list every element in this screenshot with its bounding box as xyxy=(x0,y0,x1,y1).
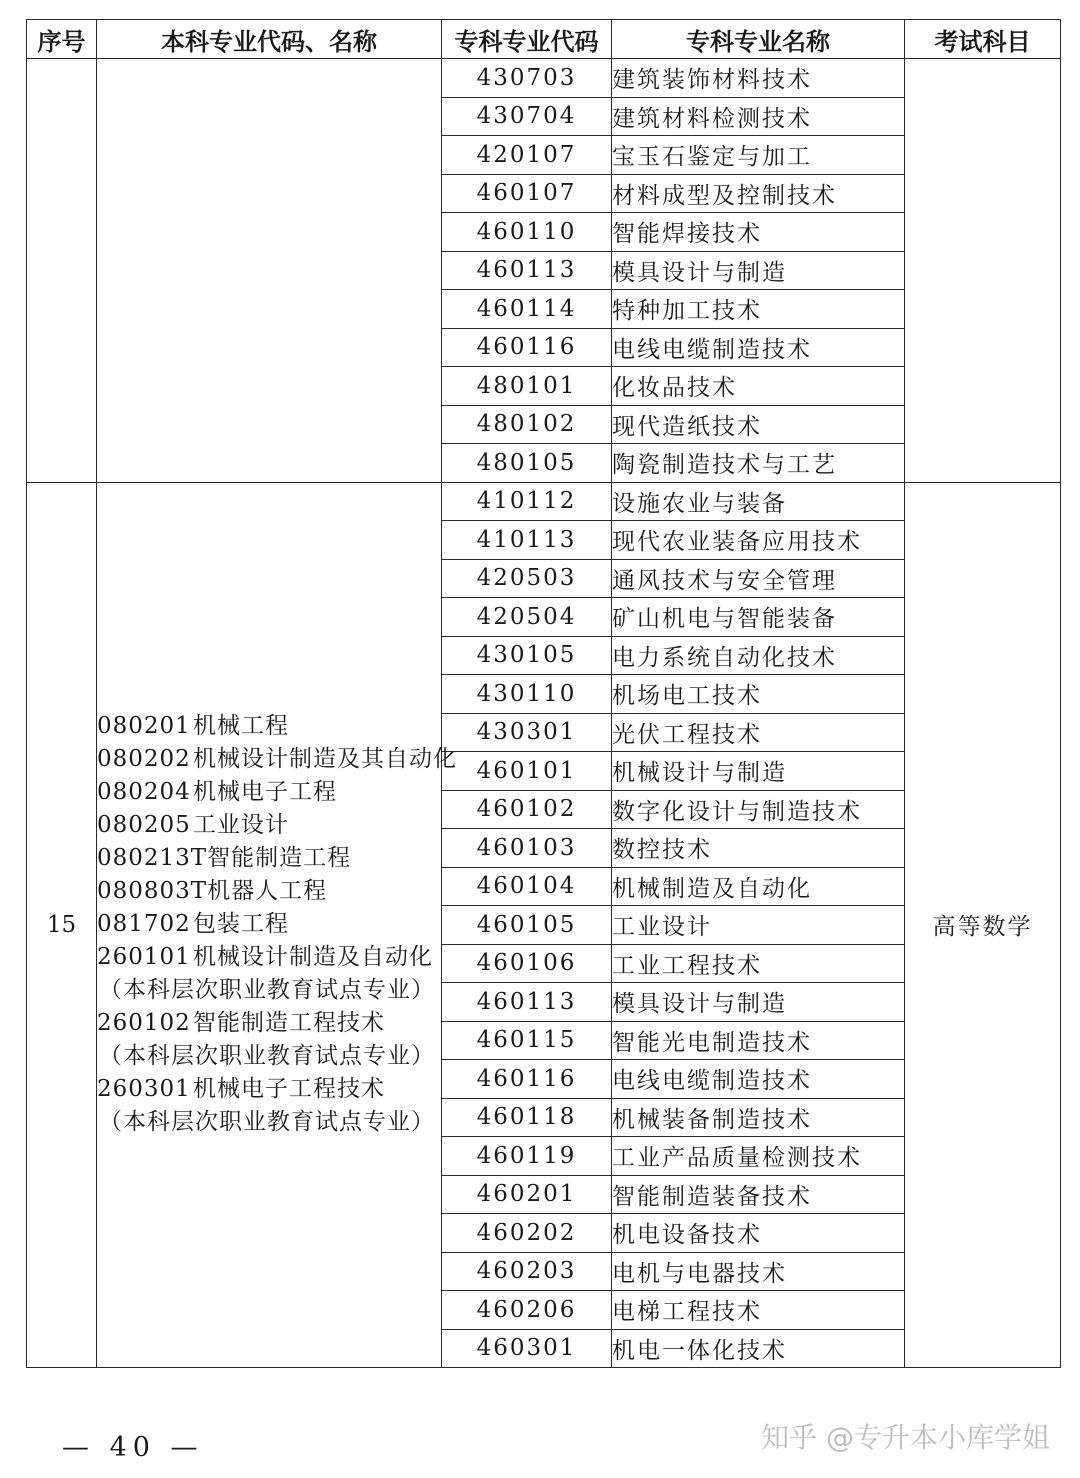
undergrad-name: 智能制造工程 xyxy=(207,845,352,872)
undergrad-item xyxy=(97,875,441,908)
header-name: 专科专业名称 xyxy=(612,20,905,59)
name-cell: 陶瓷制造技术与工艺 xyxy=(612,444,905,483)
name-cell: 建筑材料检测技术 xyxy=(612,97,905,136)
code-cell: 460101 xyxy=(442,752,612,791)
code-cell: 410112 xyxy=(442,482,612,521)
name-cell: 化妆品技术 xyxy=(612,367,905,406)
undergrad-item xyxy=(97,941,441,974)
code-cell: 460104 xyxy=(442,867,612,906)
name-cell: 电力系统自动化技术 xyxy=(612,636,905,675)
undergrad-code: 080202 xyxy=(97,746,191,773)
code-cell: 460118 xyxy=(442,1098,612,1137)
subject-cell: 高等数学 xyxy=(905,482,1061,1368)
code-cell: 410113 xyxy=(442,521,612,560)
watermark: 知乎 @专升本小库学姐 xyxy=(761,1421,1050,1454)
code-cell: 460116 xyxy=(442,1060,612,1099)
undergrad-name: 智能制造工程技术 xyxy=(193,1010,385,1037)
code-cell: 430704 xyxy=(442,97,612,136)
code-cell: 460113 xyxy=(442,251,612,290)
undergrad-note: （本科层次职业教育试点专业） xyxy=(99,1109,435,1136)
header-subject: 考试科目 xyxy=(905,20,1061,59)
code-cell: 460301 xyxy=(442,1329,612,1368)
code-cell: 460115 xyxy=(442,1021,612,1060)
undergrad-name: 包装工程 xyxy=(193,911,289,938)
code-cell: 460106 xyxy=(442,944,612,983)
header-code: 专科专业代码 xyxy=(442,20,612,59)
header-seq: 序号 xyxy=(27,20,97,59)
code-cell: 420107 xyxy=(442,136,612,175)
code-cell: 460103 xyxy=(442,829,612,868)
table-row xyxy=(27,59,1061,98)
undergrad-code: 080204 xyxy=(97,779,191,806)
undergrad-code: 081702 xyxy=(97,911,191,938)
header-row xyxy=(27,20,1061,59)
code-cell: 430110 xyxy=(442,675,612,714)
code-cell: 460105 xyxy=(442,906,612,945)
name-cell: 模具设计与制造 xyxy=(612,983,905,1022)
code-cell: 460119 xyxy=(442,1137,612,1176)
name-cell: 机电设备技术 xyxy=(612,1214,905,1253)
undergrad-code: 080201 xyxy=(97,713,191,740)
code-cell: 460102 xyxy=(442,790,612,829)
name-cell: 电机与电器技术 xyxy=(612,1252,905,1291)
undergrad-name: 工业设计 xyxy=(193,812,289,839)
name-cell: 数字化设计与制造技术 xyxy=(612,790,905,829)
name-cell: 现代农业装备应用技术 xyxy=(612,521,905,560)
name-cell: 电线电缆制造技术 xyxy=(612,328,905,367)
undergrad-code: 260301 xyxy=(97,1076,191,1103)
undergrad-item xyxy=(97,776,441,809)
table-row xyxy=(27,482,1061,521)
code-cell: 420504 xyxy=(442,598,612,637)
code-cell: 430301 xyxy=(442,713,612,752)
name-cell: 矿山机电与智能装备 xyxy=(612,598,905,637)
undergrad-cell xyxy=(97,482,457,1368)
code-cell: 430105 xyxy=(442,636,612,675)
name-cell: 材料成型及控制技术 xyxy=(612,174,905,213)
name-cell: 特种加工技术 xyxy=(612,290,905,329)
undergrad-note: （本科层次职业教育试点专业） xyxy=(99,1043,435,1070)
name-cell: 机械装备制造技术 xyxy=(612,1098,905,1137)
undergrad-code: 080205 xyxy=(97,812,191,839)
undergrad-item xyxy=(97,743,457,776)
undergrad-cell xyxy=(97,59,442,483)
code-cell: 460110 xyxy=(442,213,612,252)
undergrad-code: 260102 xyxy=(97,1010,191,1037)
name-cell: 模具设计与制造 xyxy=(612,251,905,290)
undergrad-code: 260101 xyxy=(97,944,191,971)
undergrad-name: 机械电子工程技术 xyxy=(193,1076,385,1103)
code-cell: 430703 xyxy=(442,59,612,98)
undergrad-item xyxy=(97,710,441,743)
seq-cell xyxy=(27,59,97,483)
undergrad-item xyxy=(97,974,441,1007)
name-cell: 现代造纸技术 xyxy=(612,405,905,444)
undergrad-item xyxy=(97,1040,441,1073)
code-cell: 480105 xyxy=(442,444,612,483)
code-cell: 480102 xyxy=(442,405,612,444)
code-cell: 460202 xyxy=(442,1214,612,1253)
subject-cell xyxy=(905,59,1061,483)
code-cell: 460201 xyxy=(442,1175,612,1214)
name-cell: 机械制造及自动化 xyxy=(612,867,905,906)
undergrad-name: 机械设计制造及其自动化 xyxy=(193,746,457,773)
code-cell: 460206 xyxy=(442,1291,612,1330)
name-cell: 数控技术 xyxy=(612,829,905,868)
undergrad-item xyxy=(97,842,441,875)
code-cell: 460107 xyxy=(442,174,612,213)
code-cell: 460114 xyxy=(442,290,612,329)
undergrad-note: （本科层次职业教育试点专业） xyxy=(99,977,435,1004)
name-cell: 宝玉石鉴定与加工 xyxy=(612,136,905,175)
name-cell: 机械设计与制造 xyxy=(612,752,905,791)
undergrad-item xyxy=(97,809,441,842)
name-cell: 机电一体化技术 xyxy=(612,1329,905,1368)
name-cell: 智能光电制造技术 xyxy=(612,1021,905,1060)
name-cell: 工业设计 xyxy=(612,906,905,945)
page-number: — 40 — xyxy=(62,1432,204,1463)
undergrad-code: 080213T xyxy=(97,845,208,872)
name-cell: 通风技术与安全管理 xyxy=(612,559,905,598)
name-cell: 机场电工技术 xyxy=(612,675,905,714)
code-cell: 480101 xyxy=(442,367,612,406)
undergrad-name: 机械工程 xyxy=(193,713,289,740)
seq-cell: 15 xyxy=(27,482,97,1368)
name-cell: 电梯工程技术 xyxy=(612,1291,905,1330)
undergrad-item xyxy=(97,1106,441,1139)
undergrad-name: 机器人工程 xyxy=(207,878,328,905)
name-cell: 智能制造装备技术 xyxy=(612,1175,905,1214)
name-cell: 工业产品质量检测技术 xyxy=(612,1137,905,1176)
undergrad-name: 机械设计制造及自动化 xyxy=(193,944,433,971)
major-table xyxy=(26,19,1061,1368)
name-cell: 设施农业与装备 xyxy=(612,482,905,521)
undergrad-name: 机械电子工程 xyxy=(193,779,337,806)
undergrad-item xyxy=(97,1073,441,1106)
name-cell: 智能焊接技术 xyxy=(612,213,905,252)
name-cell: 电线电缆制造技术 xyxy=(612,1060,905,1099)
undergrad-item xyxy=(97,1007,441,1040)
name-cell: 光伏工程技术 xyxy=(612,713,905,752)
undergrad-code: 080803T xyxy=(97,878,208,905)
code-cell: 420503 xyxy=(442,559,612,598)
header-undergrad: 本科专业代码、名称 xyxy=(97,20,442,59)
undergrad-item xyxy=(97,908,441,941)
code-cell: 460113 xyxy=(442,983,612,1022)
name-cell: 工业工程技术 xyxy=(612,944,905,983)
code-cell: 460203 xyxy=(442,1252,612,1291)
name-cell: 建筑装饰材料技术 xyxy=(612,59,905,98)
code-cell: 460116 xyxy=(442,328,612,367)
